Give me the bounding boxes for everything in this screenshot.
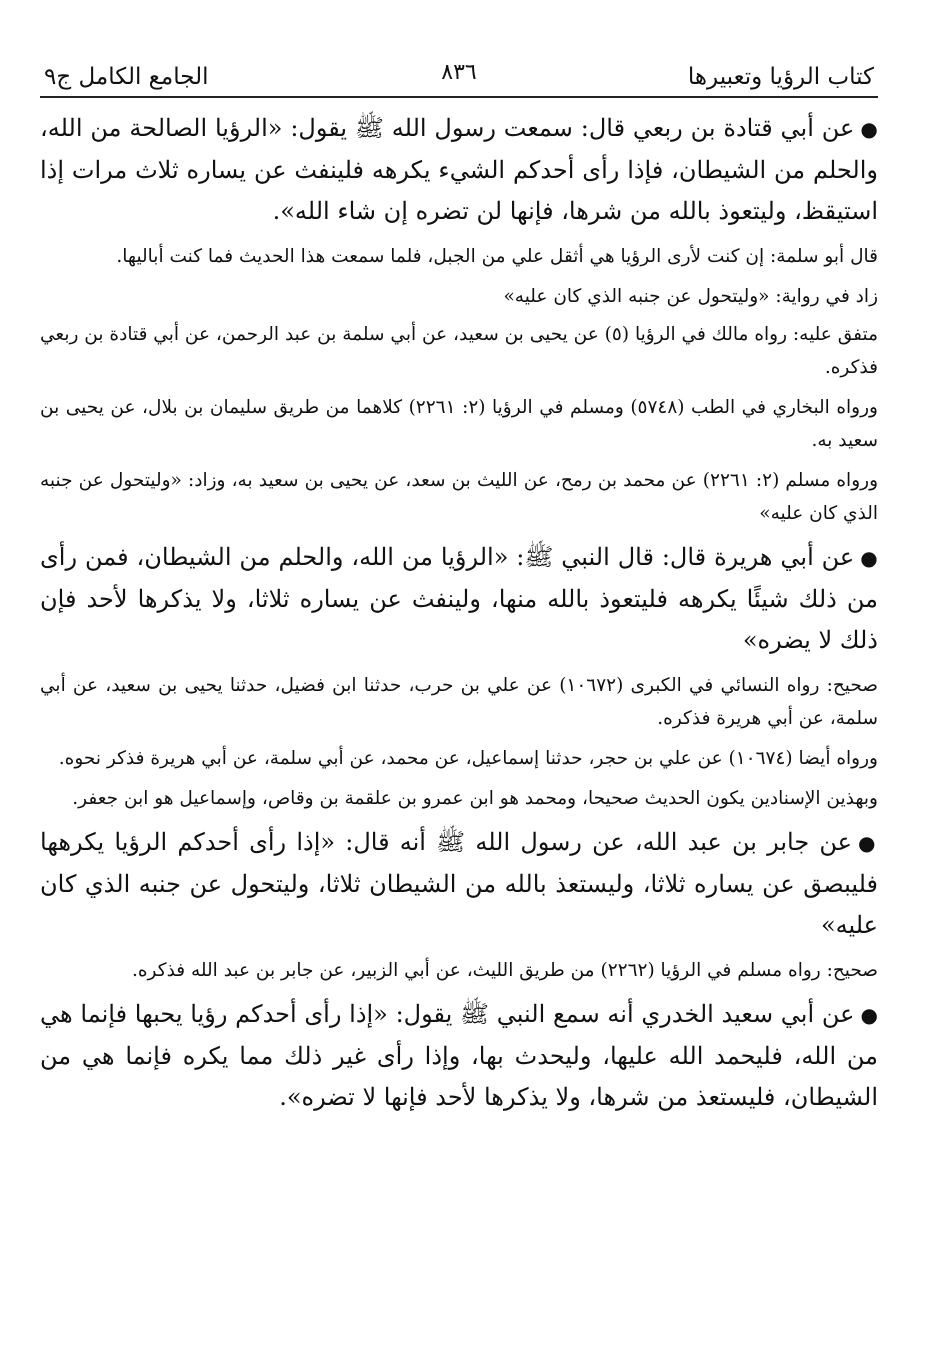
note-takhrij-nasai: صحيح: رواه النسائي في الكبرى (١٠٦٧٢) عن علي بن حرب، حدثنا ابن فضيل، حدثنا يحيى بن سعيد، عن أبي سلمة، عن أبي هريرة فذكره.	[40, 675, 879, 729]
hadith-jabir	[40, 822, 878, 946]
bullet-icon: ●	[860, 117, 878, 141]
hadith-text: عن أبي هريرة قال: قال النبي ﷺ: «الرؤيا من الله، والحلم من الشيطان، فمن رأى من ذلك شيئًا يكرهه فليتعوذ بالله منها، ولينفث عن يساره ثلاثا، ولا يذكرها لأحد فإن ذلك لا يضره»	[40, 543, 879, 654]
hadith-text: عن أبي قتادة بن ربعي قال: سمعت رسول الله ﷺ يقول: «الرؤيا الصالحة من الله، والحلم من الشيطان، فإذا رأى أحدكم الشيء يكرهه فلينفث عن يساره ثلاث مرات إذا استيقظ، وليتعوذ بالله من شرها، فإنها لن تضره إن شاء الله».	[40, 114, 878, 225]
note-takhrij-muslim-jabir: صحيح: رواه مسلم في الرؤيا (٢٢٦٢) من طريق الليث، عن أبي الزبير، عن جابر بن عبد الله فذكره.	[131, 960, 878, 981]
page-header	[40, 52, 878, 92]
note-takhrij-muslim: ورواه مسلم (٢: ٢٢٦١) عن محمد بن رمح، عن الليث بن سعد، عن يحيى بن سعيد به، وزاد: «وليتحول عن جنبه الذي كان عليه»	[40, 470, 878, 524]
hadith-abu-hurayra	[40, 537, 878, 661]
hadith-abu-said	[40, 994, 878, 1118]
header-book-title: كتاب الرؤيا وتعبيرها	[687, 64, 874, 90]
note-additional-narration: زاد في رواية: «وليتحول عن جنبه الذي كان عليه»	[503, 286, 878, 307]
note-abu-salama: قال أبو سلمة: إن كنت لأرى الرؤيا هي أثقل علي من الجبل، فلما سمعت هذا الحديث فما كنت أباليها.	[116, 246, 878, 267]
note-takhrij-nasai-second: ورواه أيضا (١٠٦٧٤) عن علي بن حجر، حدثنا إسماعيل، عن محمد، عن أبي سلمة، عن أبي هريرة فذكر نحوه.	[58, 748, 878, 769]
header-page-number: ٨٣٦	[441, 60, 477, 85]
bullet-icon: ●	[860, 1003, 878, 1027]
note-takhrij-malik: متفق عليه: رواه مالك في الرؤيا (٥) عن يحيى بن سعيد، عن أبي سلمة بن عبد الرحمن، عن أبي قتادة بن ربعي فذكره.	[40, 324, 878, 378]
bullet-icon: ●	[857, 831, 879, 855]
hadith-abu-qatada	[40, 108, 878, 232]
note-takhrij-bukhari-muslim: ورواه البخاري في الطب (٥٧٤٨) ومسلم في الرؤيا (٢: ٢٢٦١) كلاهما من طريق سليمان بن بلال، عن يحيى بن سعيد به.	[40, 397, 878, 451]
header-collection-title: الجامع الكامل ج٩	[44, 64, 209, 90]
hadith-text: عن أبي سعيد الخدري أنه سمع النبي ﷺ يقول: «إذا رأى أحدكم رؤيا يحبها فإنما هي من الله، فليحمد الله عليها، وليحدث بها، وإذا رأى غير ذلك مما يكره فإنما هي من الشيطان، فليستعذ من شرها، ولا يذكرها لأحد فإنها لا تضره».	[40, 1000, 879, 1111]
bullet-icon: ●	[860, 546, 879, 570]
book-page	[40, 52, 878, 1126]
header-divider	[40, 96, 878, 98]
note-isnad-grading: وبهذين الإسنادين يكون الحديث صحيحا، ومحمد هو ابن عمرو بن علقمة بن وقاص، وإسماعيل هو ابن جعفر.	[72, 788, 878, 809]
hadith-text: عن جابر بن عبد الله، عن رسول الله ﷺ أنه قال: «إذا رأى أحدكم الرؤيا يكرهها فليبصق عن يساره ثلاثا، وليستعذ بالله من الشيطان ثلاثا، وليتحول عن جنبه الذي كان عليه»	[40, 828, 878, 939]
